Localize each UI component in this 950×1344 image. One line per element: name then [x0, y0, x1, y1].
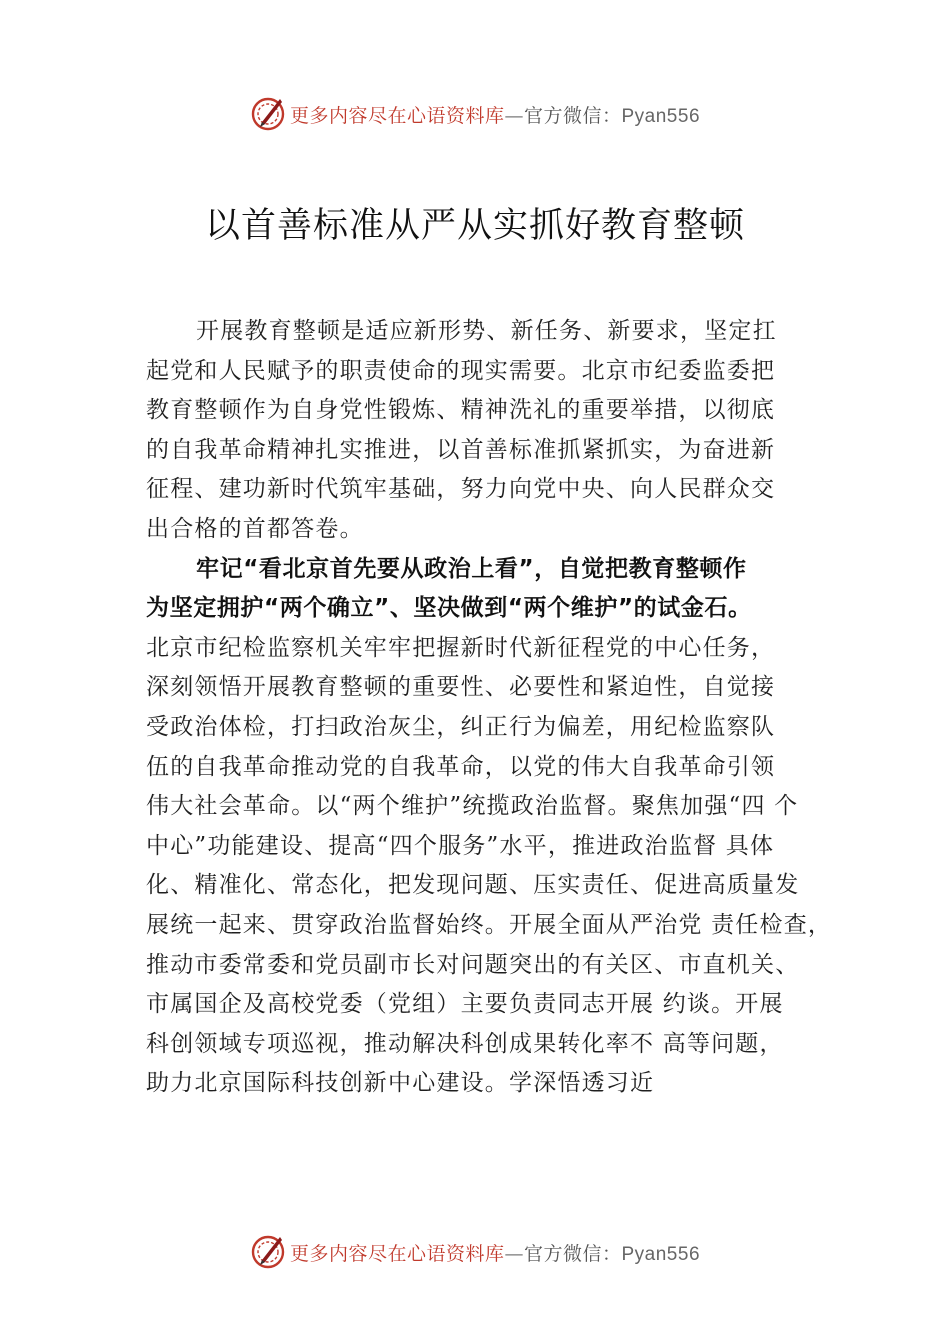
- header-site-name: 更多内容尽在心语资料库: [289, 104, 505, 127]
- document-body: [146, 312, 846, 1104]
- body-line: 化、精准化、常态化，把发现问题、压实责任、促进高质量发: [146, 872, 800, 899]
- body-line: 教育整顿作为自身党性锻炼、精神洗礼的重要举措，以彻底: [146, 397, 776, 424]
- body-line: 推动市委常委和党员副市长对问题突出的有关区、市直机关、: [146, 951, 800, 978]
- section-heading-line: 牢记“看北京首先要从政治上看”，自觉把教育整顿作: [196, 555, 747, 582]
- body-line: 北京市纪检监察机关牢牢把握新时代新征程党的中心任务，: [146, 634, 776, 661]
- header-wechat-label: 官方微信：: [523, 104, 622, 127]
- body-line: 受政治体检，打扫政治灰尘，纠正行为偏差，用纪检监察队: [146, 713, 776, 740]
- body-line: 市属国企及高校党委（党组）主要负责同志开展 约谈。开展: [146, 991, 784, 1018]
- body-line: 助力北京国际科技创新中心建设。学深悟透习近: [146, 1070, 655, 1097]
- header-banner-content: [250, 96, 700, 132]
- body-line: 征程、建功新时代筑牢基础，努力向党中央、向人民群众交: [146, 476, 776, 503]
- quill-seal-logo-icon: [250, 96, 286, 132]
- document-title: 以首善标准从严从实抓好教育整顿: [204, 206, 745, 246]
- body-line: 深刻领悟开展教育整顿的重要性、必要性和紧迫性，自觉接: [146, 674, 776, 701]
- footer-wechat-id: Pyan556: [621, 1243, 701, 1265]
- body-line: 科创领域专项巡视，推动解决科创成果转化率不 高等问题，: [146, 1030, 784, 1057]
- body-line: 出合格的首都答卷。: [146, 515, 364, 542]
- body-line: 的自我革命精神扎实推进，以首善标准抓紧抓实，为奋进新: [146, 436, 776, 463]
- footer-separator: —: [504, 1242, 524, 1265]
- header-banner: [0, 94, 950, 134]
- body-line: 伟大社会革命。以“两个维护”统揽政治监督。聚焦加强“四 个: [146, 793, 799, 820]
- footer-banner-text: [290, 1239, 700, 1266]
- header-wechat-id: Pyan556: [621, 105, 701, 127]
- header-banner-text: [290, 101, 700, 128]
- header-separator: —: [504, 104, 524, 127]
- footer-wechat-label: 官方微信：: [523, 1242, 622, 1265]
- body-line: 伍的自我革命推动党的自我革命，以党的伟大自我革命引领: [146, 753, 776, 780]
- footer-banner: [0, 1232, 950, 1272]
- quill-seal-logo-icon: [250, 1234, 286, 1270]
- footer-banner-content: [250, 1234, 700, 1270]
- body-line: 起党和人民赋予的职责使命的现实需要。北京市纪委监委把: [146, 357, 776, 384]
- body-line: 开展教育整顿是适应新形势、新任务、新要求，坚定扛: [196, 318, 777, 344]
- footer-site-name: 更多内容尽在心语资料库: [289, 1242, 505, 1265]
- body-line: 展统一起来、贯穿政治监督始终。开展全面从严治党 责任检查，: [146, 911, 833, 938]
- body-line: 中心”功能建设、提高“四个服务”水平，推进政治监督 具体: [146, 832, 775, 859]
- section-heading-line: 为坚定拥护“两个确立”、坚决做到“两个维护”的试金石。: [146, 595, 752, 622]
